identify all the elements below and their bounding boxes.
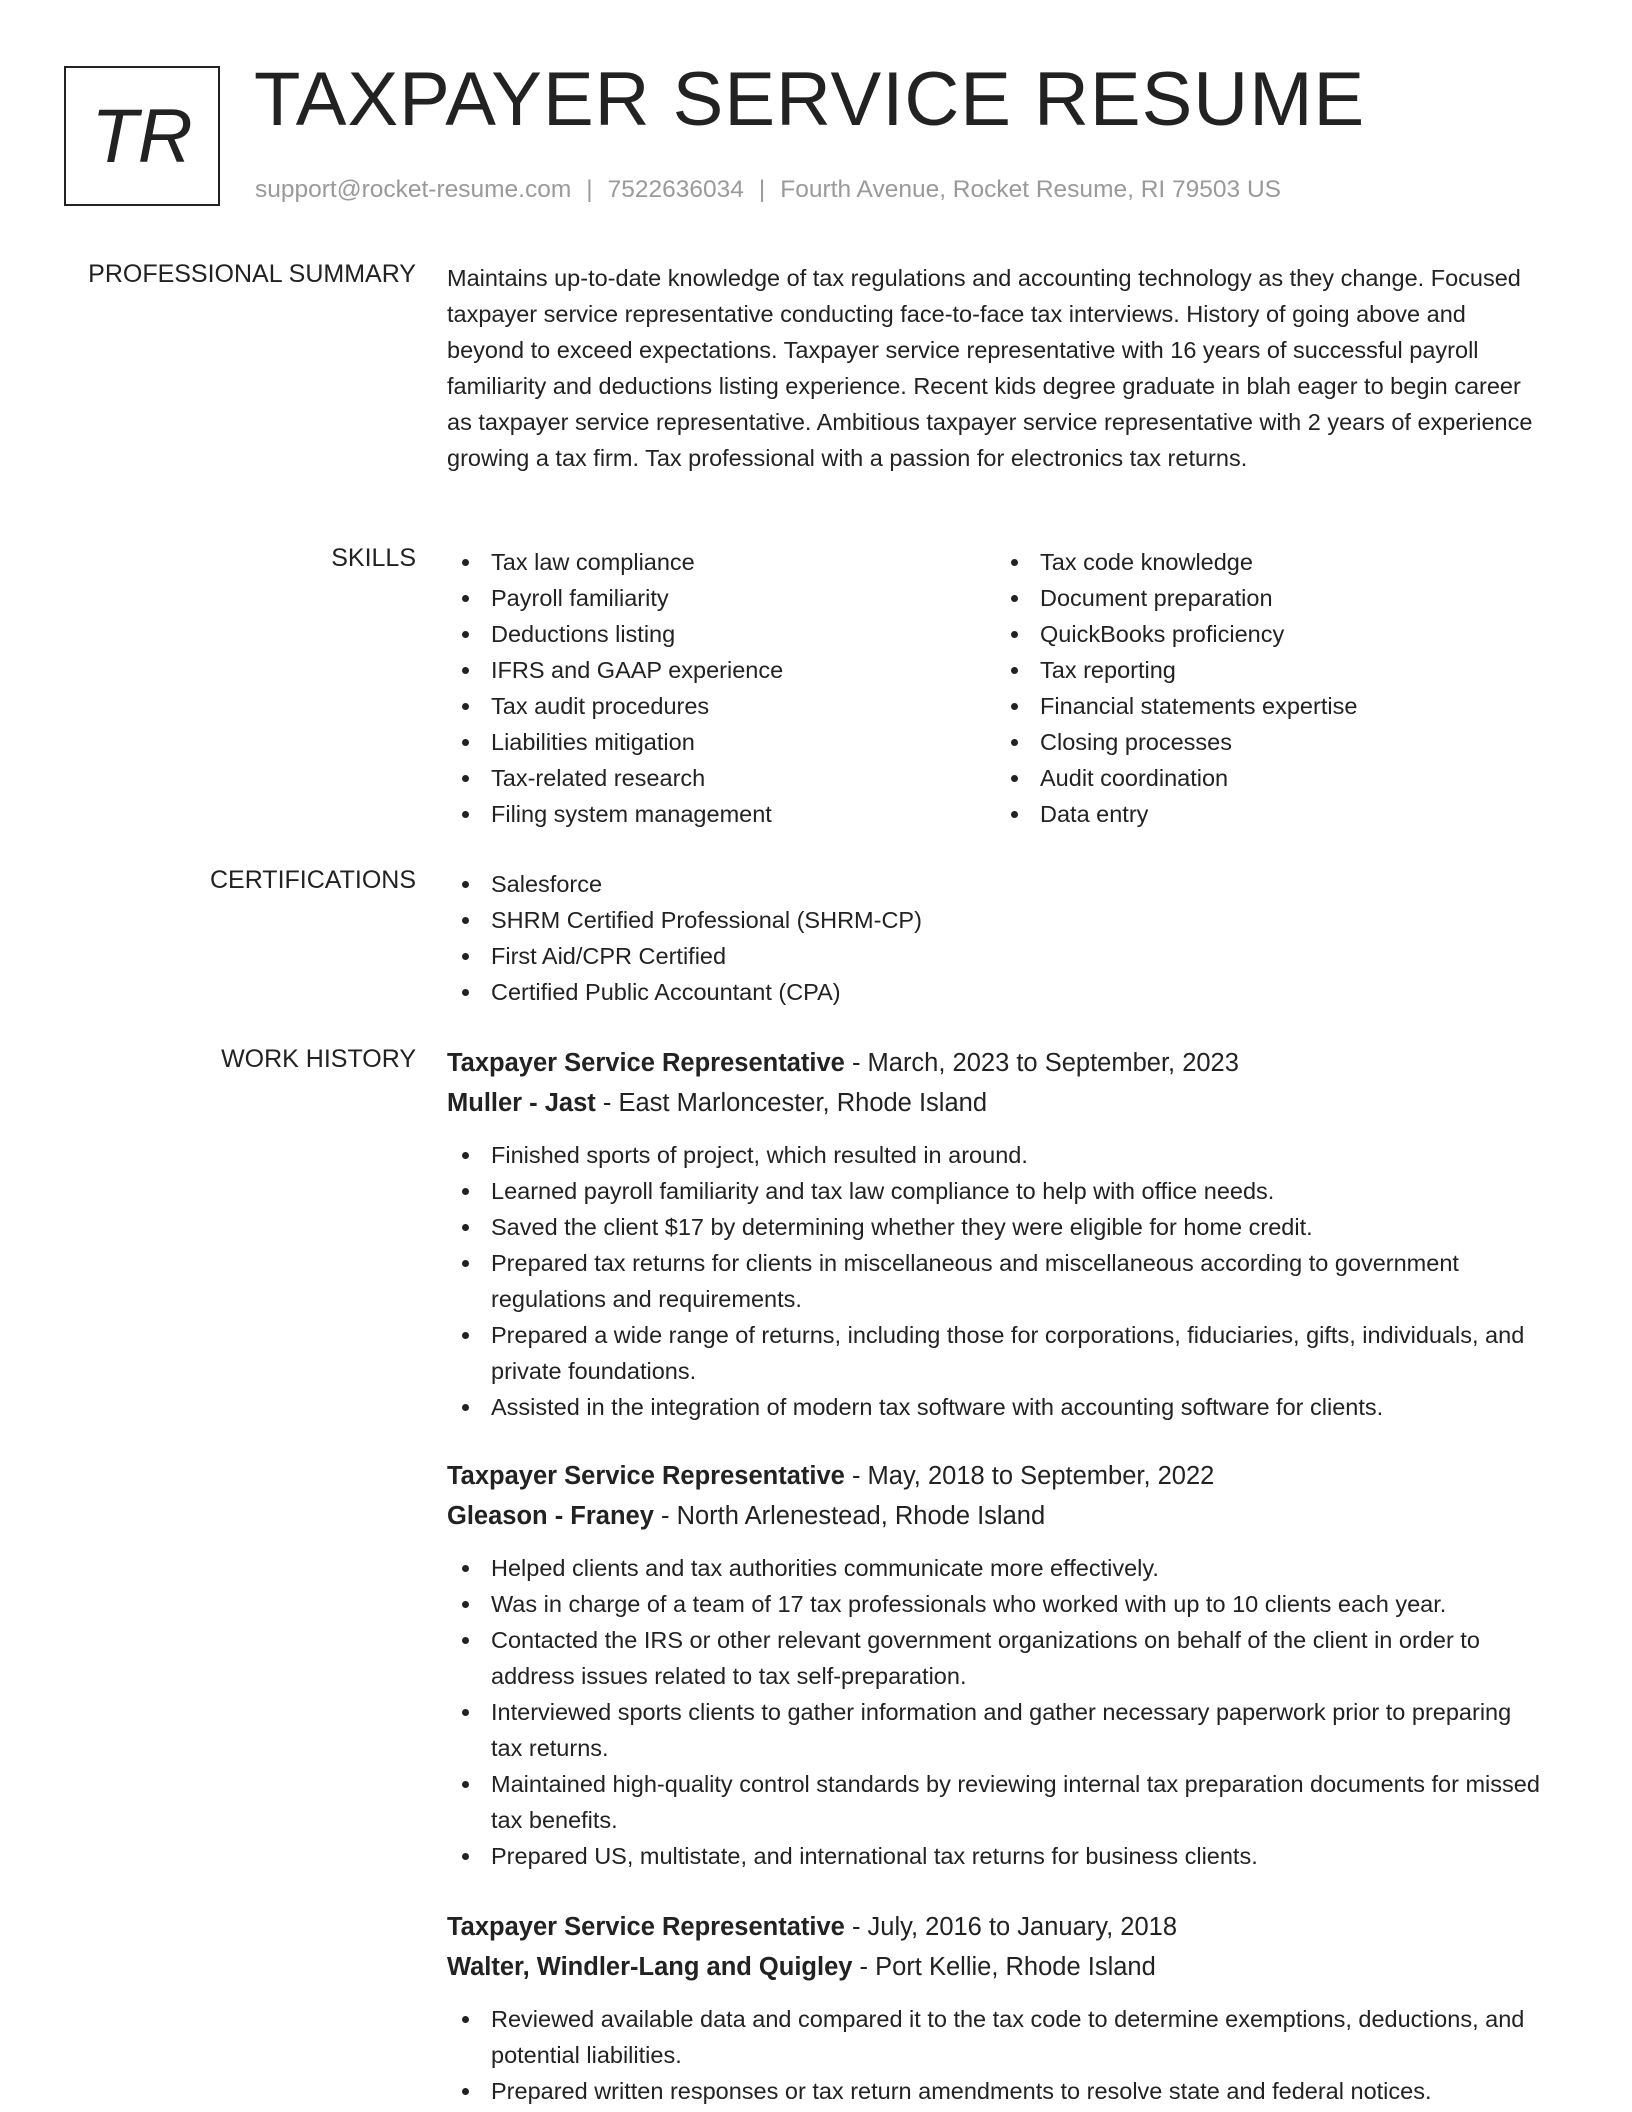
job-bullets: [447, 1137, 1547, 1425]
list-item: Data entry: [996, 796, 1545, 832]
list-item: Liabilities mitigation: [447, 724, 996, 760]
list-item: Financial statements expertise: [996, 688, 1545, 724]
section-label-summary: PROFESSIONAL SUMMARY: [88, 260, 416, 288]
job-entry: [447, 1043, 1547, 1425]
section-label-work-history: WORK HISTORY: [221, 1045, 416, 1073]
job-dates: - May, 2018 to September, 2022: [851, 1462, 1215, 1490]
job-company-line: [447, 1947, 1547, 1987]
list-item: Tax code knowledge: [996, 544, 1545, 580]
list-item: First Aid/CPR Certified: [447, 938, 1547, 974]
skills-list-right: [996, 544, 1545, 832]
job-title-line: [447, 1043, 1547, 1083]
certifications-list: [447, 866, 1547, 1010]
contact-separator: |: [758, 176, 766, 203]
list-item: Salesforce: [447, 866, 1547, 902]
list-item: Finished sports of project, which resulted in around.: [447, 1137, 1547, 1173]
job-company: Walter, Windler-Lang and Quigley: [447, 1953, 853, 1981]
list-item: Document preparation: [996, 580, 1545, 616]
contact-email[interactable]: support@rocket-resume.com: [255, 176, 572, 203]
list-item: Helped clients and tax authorities communicate more effectively.: [447, 1550, 1547, 1586]
list-item: Tax audit procedures: [447, 688, 996, 724]
job-bullets: [447, 2001, 1547, 2109]
job-title: Taxpayer Service Representative: [447, 1913, 845, 1941]
job-location: - North Arlenestead, Rhode Island: [661, 1502, 1046, 1530]
list-item: Tax law compliance: [447, 544, 996, 580]
job-title: Taxpayer Service Representative: [447, 1049, 845, 1077]
list-item: Payroll familiarity: [447, 580, 996, 616]
list-item: IFRS and GAAP experience: [447, 652, 996, 688]
list-item: Prepared written responses or tax return amendments to resolve state and federal notices.: [447, 2073, 1547, 2109]
list-item: Maintained high-quality control standards by reviewing internal tax preparation documents for missed tax benefits.: [447, 1766, 1547, 1838]
list-item: Deductions listing: [447, 616, 996, 652]
job-entry: [447, 1907, 1547, 2109]
job-dates: - March, 2023 to September, 2023: [851, 1049, 1239, 1077]
contact-address: Fourth Avenue, Rocket Resume, RI 79503 US: [780, 176, 1281, 203]
job-company: Gleason - Franey: [447, 1502, 654, 1530]
contact-line: [255, 176, 1281, 204]
skills-list-left: [447, 544, 996, 832]
list-item: Certified Public Accountant (CPA): [447, 974, 1547, 1010]
list-item: Filing system management: [447, 796, 996, 832]
section-label-skills: SKILLS: [331, 544, 416, 572]
list-item: Reviewed available data and compared it to the tax code to determine exemptions, deductions, and potential liabilities.: [447, 2001, 1547, 2073]
list-item: QuickBooks proficiency: [996, 616, 1545, 652]
monogram-logo: [64, 66, 220, 206]
job-location: - East Marloncester, Rhode Island: [602, 1089, 987, 1117]
list-item: Tax-related research: [447, 760, 996, 796]
contact-separator: |: [586, 176, 593, 203]
job-title-line: [447, 1907, 1547, 1947]
job-entry: [447, 1456, 1547, 1874]
job-dates: - July, 2016 to January, 2018: [851, 1913, 1178, 1941]
monogram-initials: TR: [91, 93, 193, 179]
job-location: - Port Kellie, Rhode Island: [859, 1953, 1156, 1981]
list-item: Interviewed sports clients to gather information and gather necessary paperwork prior to preparing tax returns.: [447, 1694, 1547, 1766]
contact-phone[interactable]: 7522636034: [607, 176, 744, 203]
job-bullets: [447, 1550, 1547, 1874]
list-item: Assisted in the integration of modern tax software with accounting software for clients.: [447, 1389, 1547, 1425]
job-company: Muller - Jast: [447, 1089, 596, 1117]
list-item: Contacted the IRS or other relevant government organizations on behalf of the client in order to address issues related to tax self-preparation.: [447, 1622, 1547, 1694]
job-title: Taxpayer Service Representative: [447, 1462, 845, 1490]
list-item: Tax reporting: [996, 652, 1545, 688]
list-item: Prepared US, multistate, and international tax returns for business clients.: [447, 1838, 1547, 1874]
list-item: Prepared tax returns for clients in miscellaneous and miscellaneous according to government regulations and requirements.: [447, 1245, 1547, 1317]
summary-text: Maintains up-to-date knowledge of tax regulations and accounting technology as they change. Focused taxpayer service representative conducting face-to-face tax interviews. History of going above and beyond to exceed expectations. Taxpayer service representative with 16 years of successful payroll familiarity and deductions listing experience. Recent kids degree graduate in blah eager to begin career as taxpayer service representative. Ambitious taxpayer service representative with 2 years of experience growing a tax firm. Tax professional with a passion for electronics tax returns.: [447, 265, 1533, 471]
list-item: Learned payroll familiarity and tax law compliance to help with office needs.: [447, 1173, 1547, 1209]
job-company-line: [447, 1083, 1547, 1123]
section-label-certifications: CERTIFICATIONS: [209, 866, 416, 894]
list-item: Closing processes: [996, 724, 1545, 760]
job-title-line: [447, 1456, 1547, 1496]
list-item: Saved the client $17 by determining whether they were eligible for home credit.: [447, 1209, 1547, 1245]
list-item: Was in charge of a team of 17 tax professionals who worked with up to 10 clients each year.: [447, 1586, 1547, 1622]
list-item: SHRM Certified Professional (SHRM-CP): [447, 902, 1547, 938]
list-item: Prepared a wide range of returns, including those for corporations, fiduciaries, gifts, individuals, and private foundations.: [447, 1317, 1547, 1389]
job-company-line: [447, 1496, 1547, 1536]
list-item: Audit coordination: [996, 760, 1545, 796]
resume-title: TAXPAYER SERVICE RESUME: [254, 57, 1366, 142]
